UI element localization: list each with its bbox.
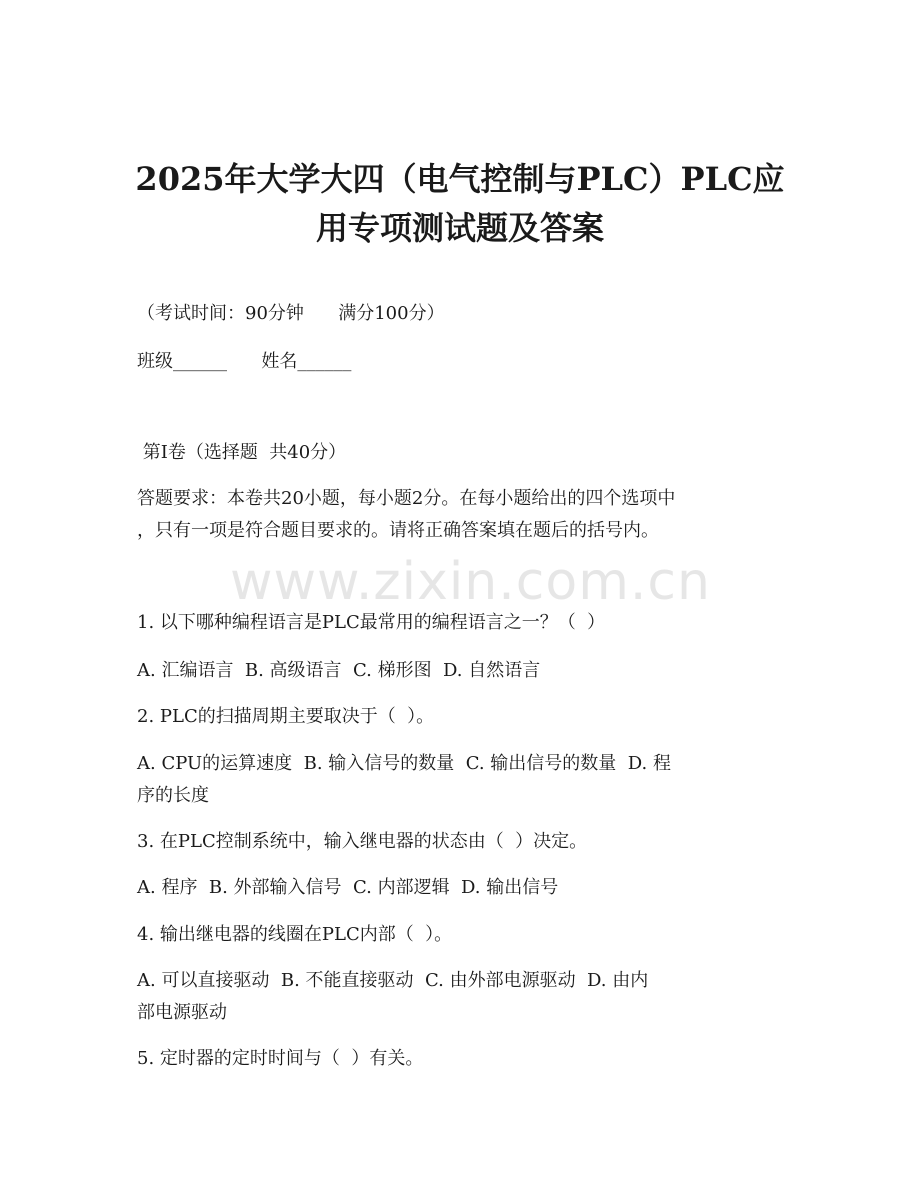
question-3: 3. 在PLC控制系统中，输入继电器的状态由（ ）决定。 — [137, 831, 588, 852]
exam-info: （考试时间：90分钟 满分100分） — [137, 303, 445, 324]
question-2-options: A. CPU的运算速度 B. 输入信号的数量 C. 输出信号的数量 D. 程 — [137, 753, 671, 774]
question-1-options: A. 汇编语言 B. 高级语言 C. 梯形图 D. 自然语言 — [137, 660, 541, 681]
question-4-options: A. 可以直接驱动 B. 不能直接驱动 C. 由外部电源驱动 D. 由内 — [137, 970, 649, 991]
watermark: www.zixin.com.cn — [230, 552, 711, 612]
question-2-options-cont: 序的长度 — [137, 785, 209, 806]
question-2: 2. PLC的扫描周期主要取决于（ ）。 — [137, 706, 435, 727]
section-title: 第I卷（选择题 共40分） — [137, 442, 347, 463]
class-name-fields: 班级______ 姓名______ — [137, 351, 352, 372]
document-title-line-2: 用专项测试题及答案 — [315, 209, 604, 247]
document-title-line-1: 2025年大学大四（电气控制与PLC）PLC应 — [135, 160, 785, 198]
instructions-line-2: ，只有一项是符合题目要求的。请将正确答案填在题后的括号内。 — [137, 520, 659, 541]
instructions-line-1: 答题要求：本卷共20小题，每小题2分。在每小题给出的四个选项中 — [137, 488, 676, 509]
question-4-options-cont: 部电源驱动 — [137, 1002, 227, 1023]
question-3-options: A. 程序 B. 外部输入信号 C. 内部逻辑 D. 输出信号 — [137, 877, 559, 898]
question-1: 1. 以下哪种编程语言是PLC最常用的编程语言之一？（ ） — [137, 612, 606, 633]
question-4: 4. 输出继电器的线圈在PLC内部（ ）。 — [137, 924, 453, 945]
question-5: 5. 定时器的定时时间与（ ）有关。 — [137, 1048, 424, 1069]
